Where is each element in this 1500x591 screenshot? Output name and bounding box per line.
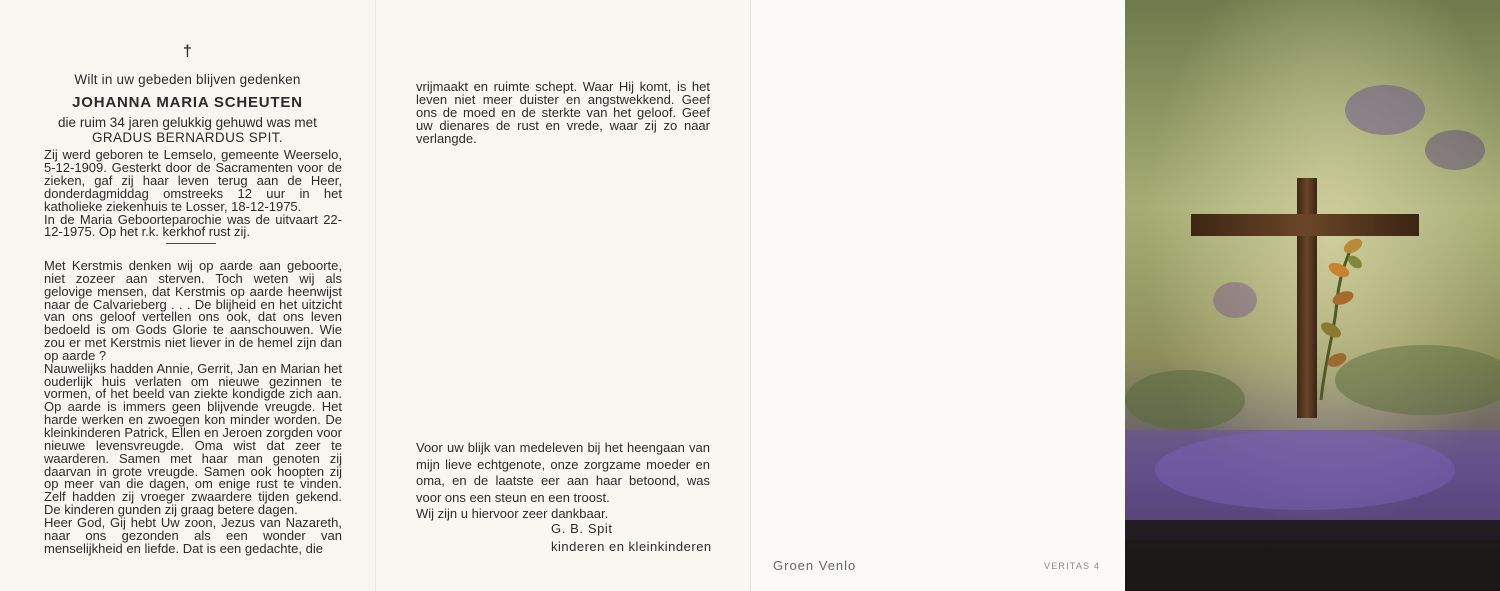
husband-name: GRADUS BERNARDUS SPIT. [91, 130, 284, 145]
divider [166, 243, 216, 244]
printer-credit: Groen Venlo [773, 558, 857, 573]
christmas-text [44, 260, 342, 555]
intro-line: Wilt in uw gebeden blijven gedenken [74, 72, 301, 87]
card-left-panel [0, 0, 375, 591]
paragraph: Heer God, Gij hebt Uw zoon, Jezus van Nazareth, naar ons gezonden als een wonder van menselijkheid en liefde. Dat is een gedachte, die [44, 514, 342, 556]
paragraph: Nauwelijks hadden Annie, Gerrit, Jan en Marian het ouderlijk huis verlaten om nieuwe gezinnen te vormen, of het beeld van ziekte kondigde zich aan. Op aarde is immers geen blijvende vreugde. Het harde werken en zwoegen kon minder worden. De kleinkinderen Patrick, Ellen en Jeroen zorgden voor nieuwe levensvreugde. Oma wist dat zeer te waarderen. Samen met haar man genoten zij daarvan in grote vreugde. Samen ook hoopten zij op meer van die dagen, om enige rust te vinden. Zelf hadden zij vroeger zwaardere tijden gekend. De kinderen gunden zij graag betere dagen. [44, 360, 342, 518]
thanks-text [416, 440, 710, 523]
married-line: die ruim 34 jaren gelukkig gehuwd was met [58, 115, 317, 130]
cross-icon: † [183, 43, 192, 60]
series-code: VERITAS 4 [1044, 561, 1101, 571]
thanks-closing: Wij zijn u hiervoor zeer dankbaar. [416, 506, 609, 522]
prayer-continued: vrijmaakt en ruimte schept. Waar Hij komt, is het leven niet meer duister en angstwekkend. Geef ons de moed en de sterkte van het geloof. Geef uw dienares de rust en vrede, waar zij zo naar verlangde. [416, 79, 710, 146]
deceased-name: JOHANNA MARIA SCHEUTEN [72, 94, 303, 111]
biography-text: Zij werd geboren te Lemselo, gemeente Weerselo, 5-12-1909. Gesterkt door de Sacramenten voor de zieken, gaf zij haar leven terug aan de Heer, donderdagmiddag omstreeks 12 uur in het katholieke ziekenhuis te Losser, 18-12-1975. [44, 147, 342, 214]
cross-photo [1125, 0, 1500, 591]
paragraph: Met Kerstmis denken wij op aarde aan geboorte, niet zozeer aan sterven. Toch weten wij als gelovige mensen, dat Kerstmis op aarde heenwijst naar de Calvarieberg . . . De blijheid en het uitzicht van ons geloof vertellen ons ook, dat ons leven bedoeld is om Gods Glorie te aanschouwen. Wie zou er met Kerstmis niet liever in de hemel zijn dan op aarde ? [44, 258, 342, 363]
biography [44, 149, 342, 239]
card-blank-panel [750, 0, 1125, 591]
funeral-text: In de Maria Geboorteparochie was de uitvaart 22-12-1975. Op het r.k. kerkhof rust zij. [44, 211, 342, 240]
cross-photo-image [1125, 0, 1500, 591]
signature-name: G. B. Spit [551, 521, 613, 536]
signature-family: kinderen en kleinkinderen [551, 539, 712, 554]
thanks-paragraph: Voor uw blijk van medeleven bij het heengaan van mijn lieve echtgenote, onze zorgzame moeder en oma, en de laatste eer aan haar betoond, was voor ons een steun en een troost. [416, 440, 710, 505]
